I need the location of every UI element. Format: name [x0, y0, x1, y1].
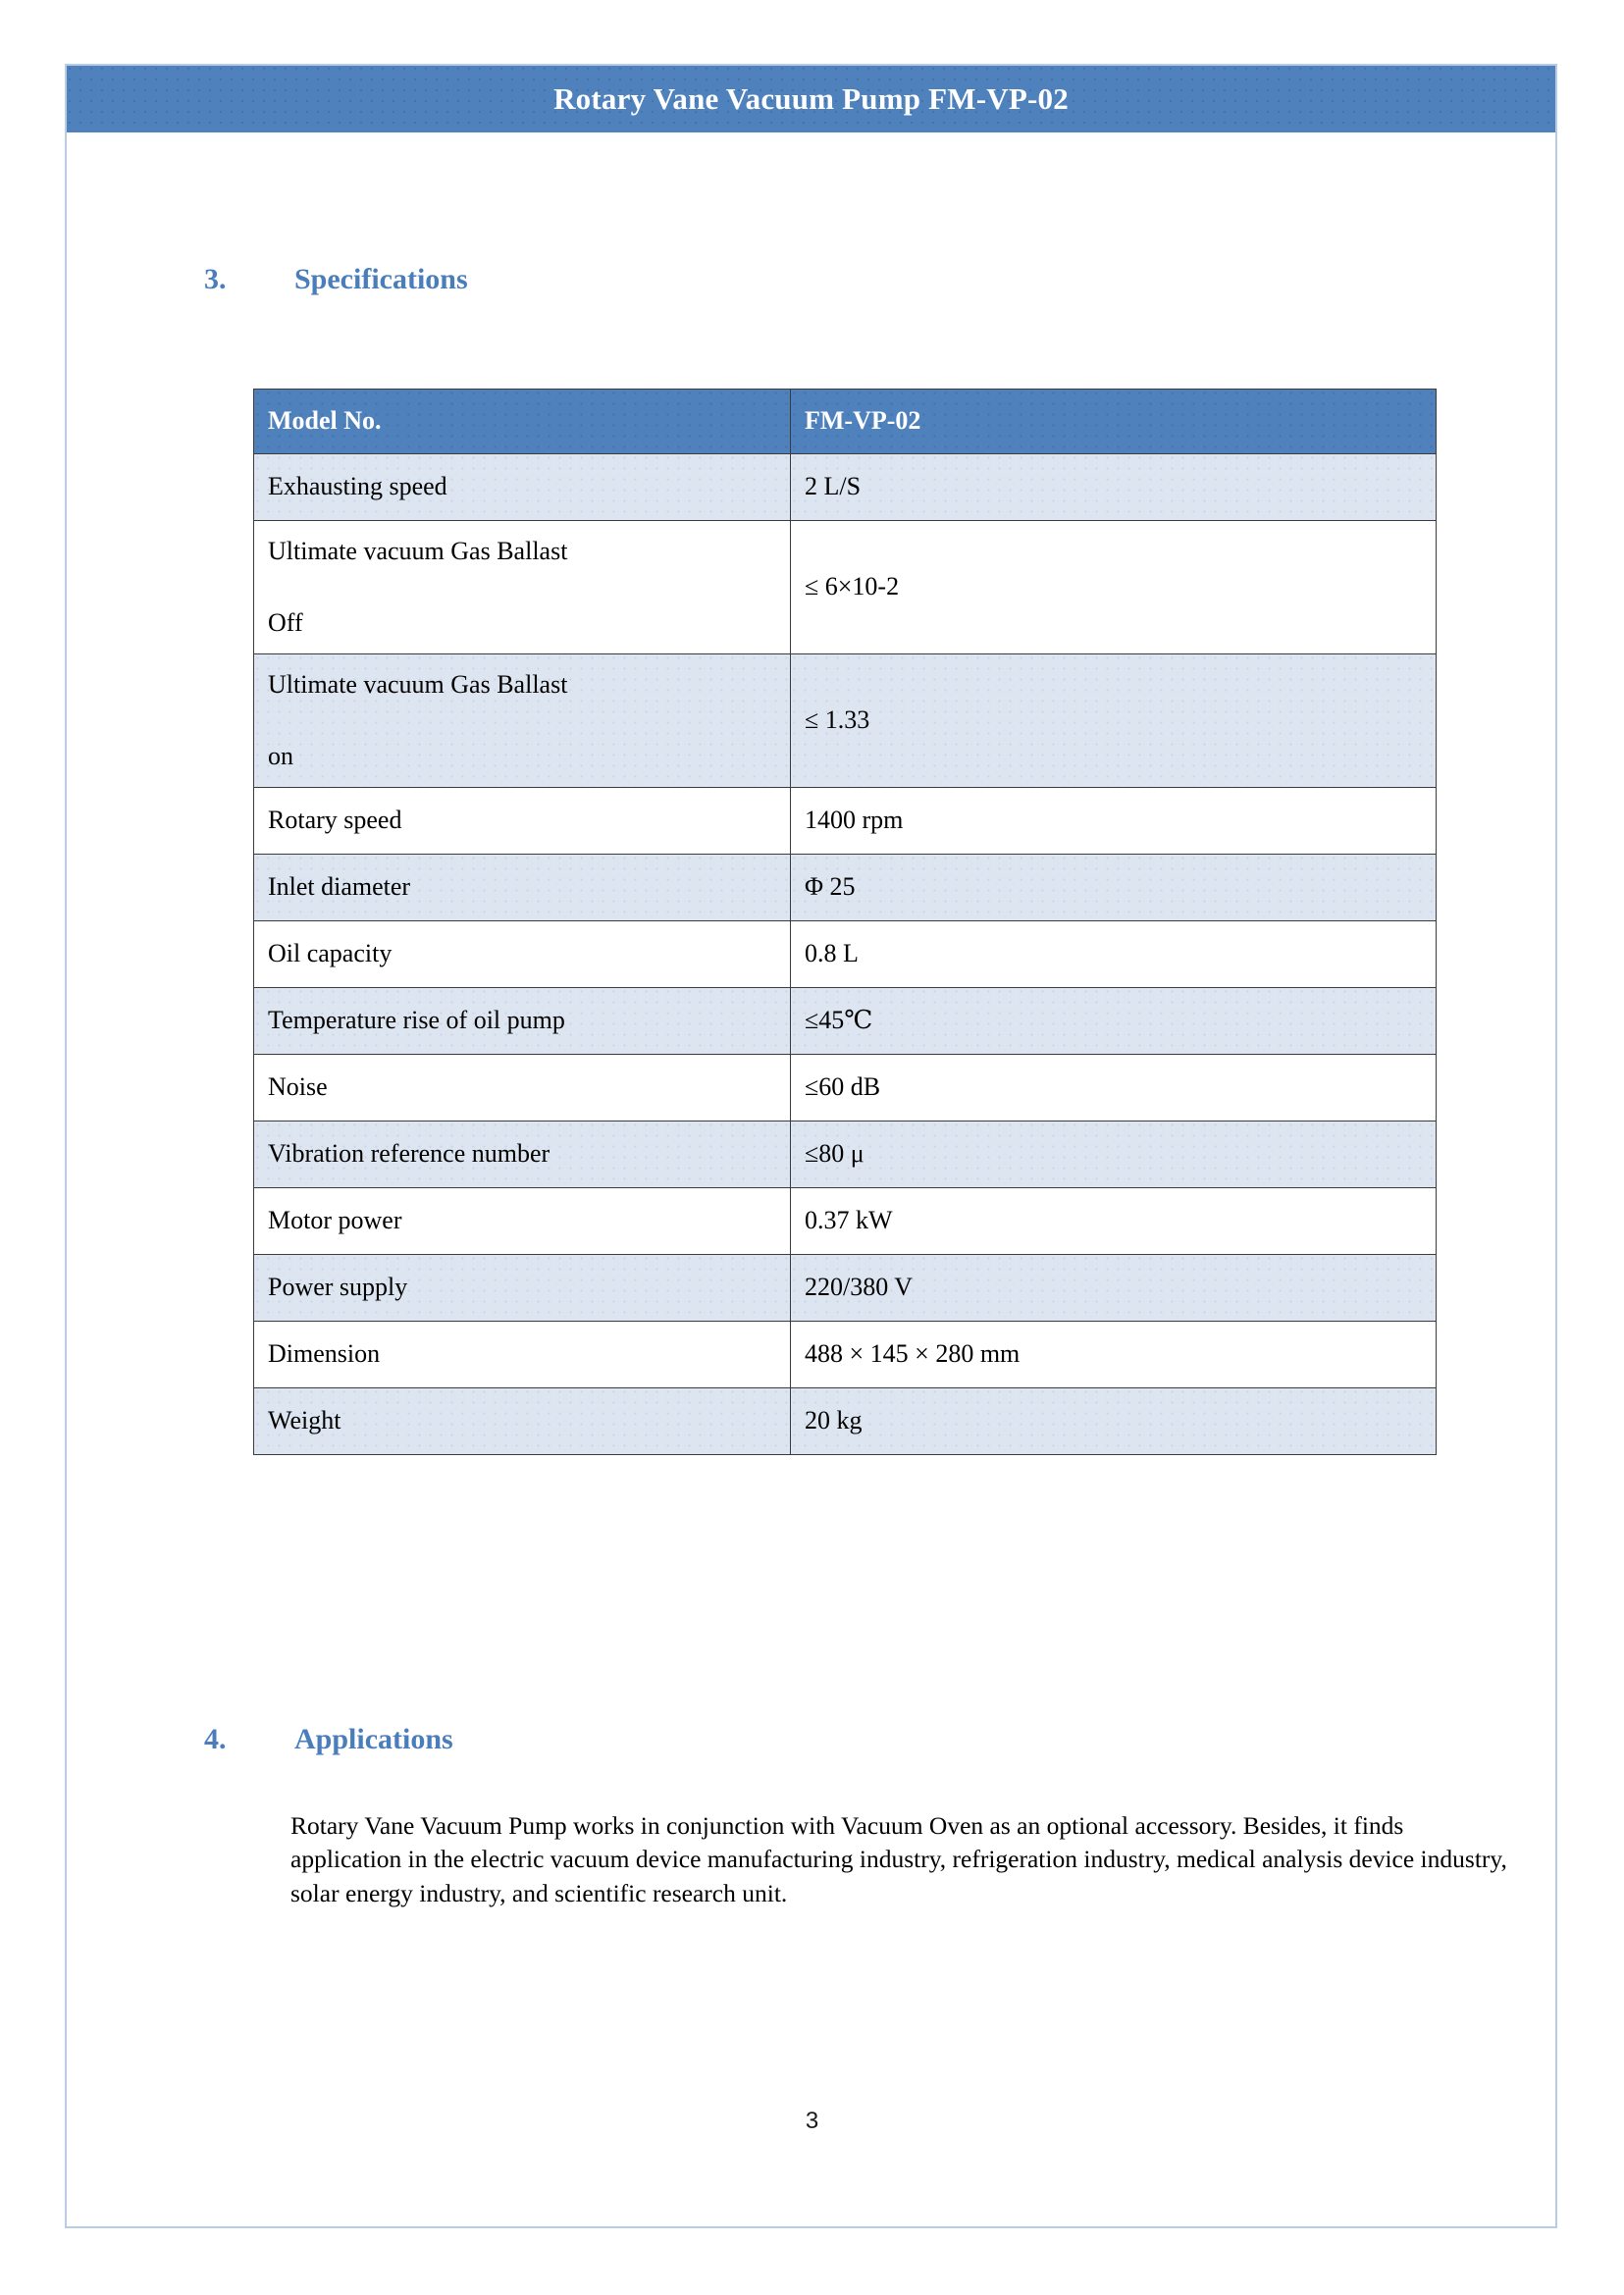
table-header-row	[254, 390, 1437, 454]
spec-value: Φ 25	[791, 855, 1437, 921]
spec-label	[254, 521, 791, 654]
spec-label: Inlet diameter	[254, 855, 791, 921]
spec-label: Motor power	[254, 1188, 791, 1255]
spec-label: Oil capacity	[254, 921, 791, 988]
table-row	[254, 1188, 1437, 1255]
table-row	[254, 1055, 1437, 1121]
spec-label: Weight	[254, 1388, 791, 1455]
spec-label-line-2: Off	[268, 607, 303, 637]
table-row	[254, 988, 1437, 1055]
spec-value: 0.37 kW	[791, 1188, 1437, 1255]
table-row	[254, 1322, 1437, 1388]
applications-body-text: Rotary Vane Vacuum Pump works in conjunction with Vacuum Oven as an optional accessory. Besides, it finds application in the electric vacuum device manufacturing industry, refrigeration industry, medical analysis device industry, solar energy industry, and scientific research unit.	[290, 1810, 1507, 1907]
table-row	[254, 1255, 1437, 1322]
spec-label: Temperature rise of oil pump	[254, 988, 791, 1055]
section-heading-specifications	[204, 263, 468, 296]
table-row	[254, 454, 1437, 521]
spec-value: 488 × 145 × 280 mm	[791, 1322, 1437, 1388]
spec-label: Noise	[254, 1055, 791, 1121]
table-row	[254, 1388, 1437, 1455]
spec-value: ≤ 1.33	[791, 654, 1437, 788]
spec-label-line-1: Ultimate vacuum Gas Ballast	[268, 537, 568, 566]
section-title-applications: Applications	[294, 1723, 453, 1755]
spec-value: ≤60 dB	[791, 1055, 1437, 1121]
spec-label: Dimension	[254, 1322, 791, 1388]
section-number-3: 3.	[204, 263, 227, 295]
spec-label: Power supply	[254, 1255, 791, 1322]
document-title: Rotary Vane Vacuum Pump FM-VP-02	[553, 81, 1069, 116]
table-row	[254, 855, 1437, 921]
spec-label	[254, 654, 791, 788]
spec-value: 20 kg	[791, 1388, 1437, 1455]
table-row	[254, 1121, 1437, 1188]
table-row	[254, 921, 1437, 988]
spec-value: 2 L/S	[791, 454, 1437, 521]
document-header-banner	[67, 66, 1555, 132]
page-number: 3	[805, 2108, 819, 2134]
spec-label: Rotary speed	[254, 788, 791, 855]
spec-label-line-1: Ultimate vacuum Gas Ballast	[268, 670, 568, 700]
section-heading-applications	[204, 1723, 453, 1756]
table-row	[254, 521, 1437, 654]
spec-value: 220/380 V	[791, 1255, 1437, 1322]
section-title-specifications: Specifications	[294, 263, 468, 295]
spec-label: Vibration reference number	[254, 1121, 791, 1188]
specifications-table-container	[253, 389, 1436, 1455]
spec-value: 0.8 L	[791, 921, 1437, 988]
section-number-4: 4.	[204, 1723, 227, 1755]
spec-label-line-2: on	[268, 741, 293, 770]
spec-value: ≤80 μ	[791, 1121, 1437, 1188]
spec-value: 1400 rpm	[791, 788, 1437, 855]
spec-value: ≤45℃	[791, 988, 1437, 1055]
specifications-table	[253, 389, 1437, 1455]
spec-label: Exhausting speed	[254, 454, 791, 521]
table-row	[254, 788, 1437, 855]
spec-value: ≤ 6×10-2	[791, 521, 1437, 654]
table-header-model-no: Model No.	[254, 390, 791, 454]
table-row	[254, 654, 1437, 788]
table-header-model-value: FM-VP-02	[791, 390, 1437, 454]
